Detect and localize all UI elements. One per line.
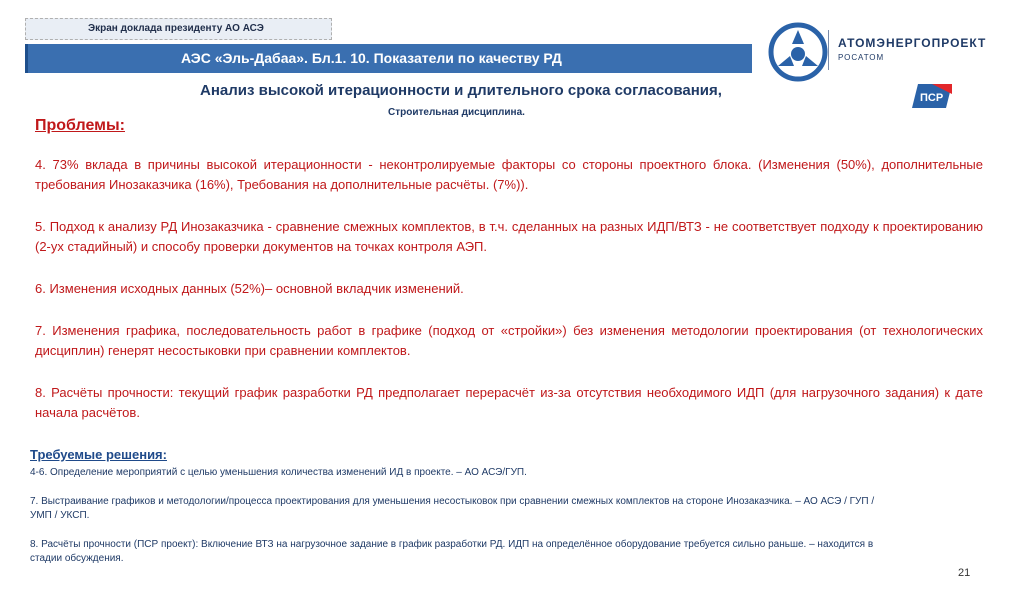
solutions-list	[30, 466, 890, 581]
problems-list	[35, 155, 983, 445]
solution-item: 4-6. Определение мероприятий с целью уменьшения количества изменений ИД в проекте. – АО АСЭ/ГУП.	[30, 467, 527, 478]
slide-subtitle: Анализ высокой итерационности и длительного срока согласования,	[200, 82, 722, 99]
problems-heading: Проблемы:	[35, 117, 125, 134]
solution-item: 8. Расчёты прочности (ПСР проект): Включение ВТЗ на нагрузочное задание в график разработки РД. ИДП на определённое оборудование требуется сильно раньше. – находится в стадии обсуждения.	[30, 539, 874, 564]
page-number: 21	[958, 567, 971, 579]
problem-item: 4. 73% вклада в причины высокой итерационности - неконтролируемые факторы со стороны проектного блока. (Изменения (50%), дополнительные требования Инозаказчика (16%), Требования на дополнительные расчёты. (7%)).	[35, 157, 983, 192]
solutions-heading: Требуемые решения:	[30, 447, 167, 462]
discipline-label: Строительная дисциплина.	[388, 107, 525, 118]
problem-item: 6. Изменения исходных данных (52%)– основной вкладчик изменений.	[35, 281, 464, 296]
report-label: Экран доклада президенту АО АСЭ	[25, 18, 332, 40]
logo-divider	[828, 30, 829, 70]
problem-item: 5. Подход к анализу РД Инозаказчика - сравнение смежных комплектов, в т.ч. сделанных на разных ИДП/ВТЗ - не соответствует подходу к проектированию (2-ух стадийный) и способу проверки документов на точках контроля АЭП.	[35, 219, 983, 254]
psr-text: ПСР	[920, 92, 944, 104]
problem-item: 7. Изменения графика, последовательность работ в графике (подход от «стройки») без изменения методологии проектирования (от технологических дисциплин) генерят несостыковки при сравнении комплектов.	[35, 323, 983, 358]
rosatom-logo-icon	[768, 22, 828, 82]
psr-logo-icon	[912, 84, 952, 108]
company-name: АТОМЭНЕРГОПРОЕКТ	[838, 36, 987, 50]
solution-item: 7. Выстраивание графиков и методологии/процесса проектирования для уменьшения несостыковок при сравнении смежных комплектов на стороне Инозаказчика. – АО АСЭ / ГУП / УМП / УКСП.	[30, 496, 875, 521]
problem-item: 8. Расчёты прочности: текущий график разработки РД предполагает перерасчёт из-за отсутствия необходимого ИДП (для нагрузочного задания) к дате начала расчётов.	[35, 385, 983, 420]
company-subname: РОСАТОМ	[838, 53, 885, 62]
slide-title: АЭС «Эль-Дабаа». Бл.1. 10. Показатели по качеству РД	[25, 44, 752, 73]
